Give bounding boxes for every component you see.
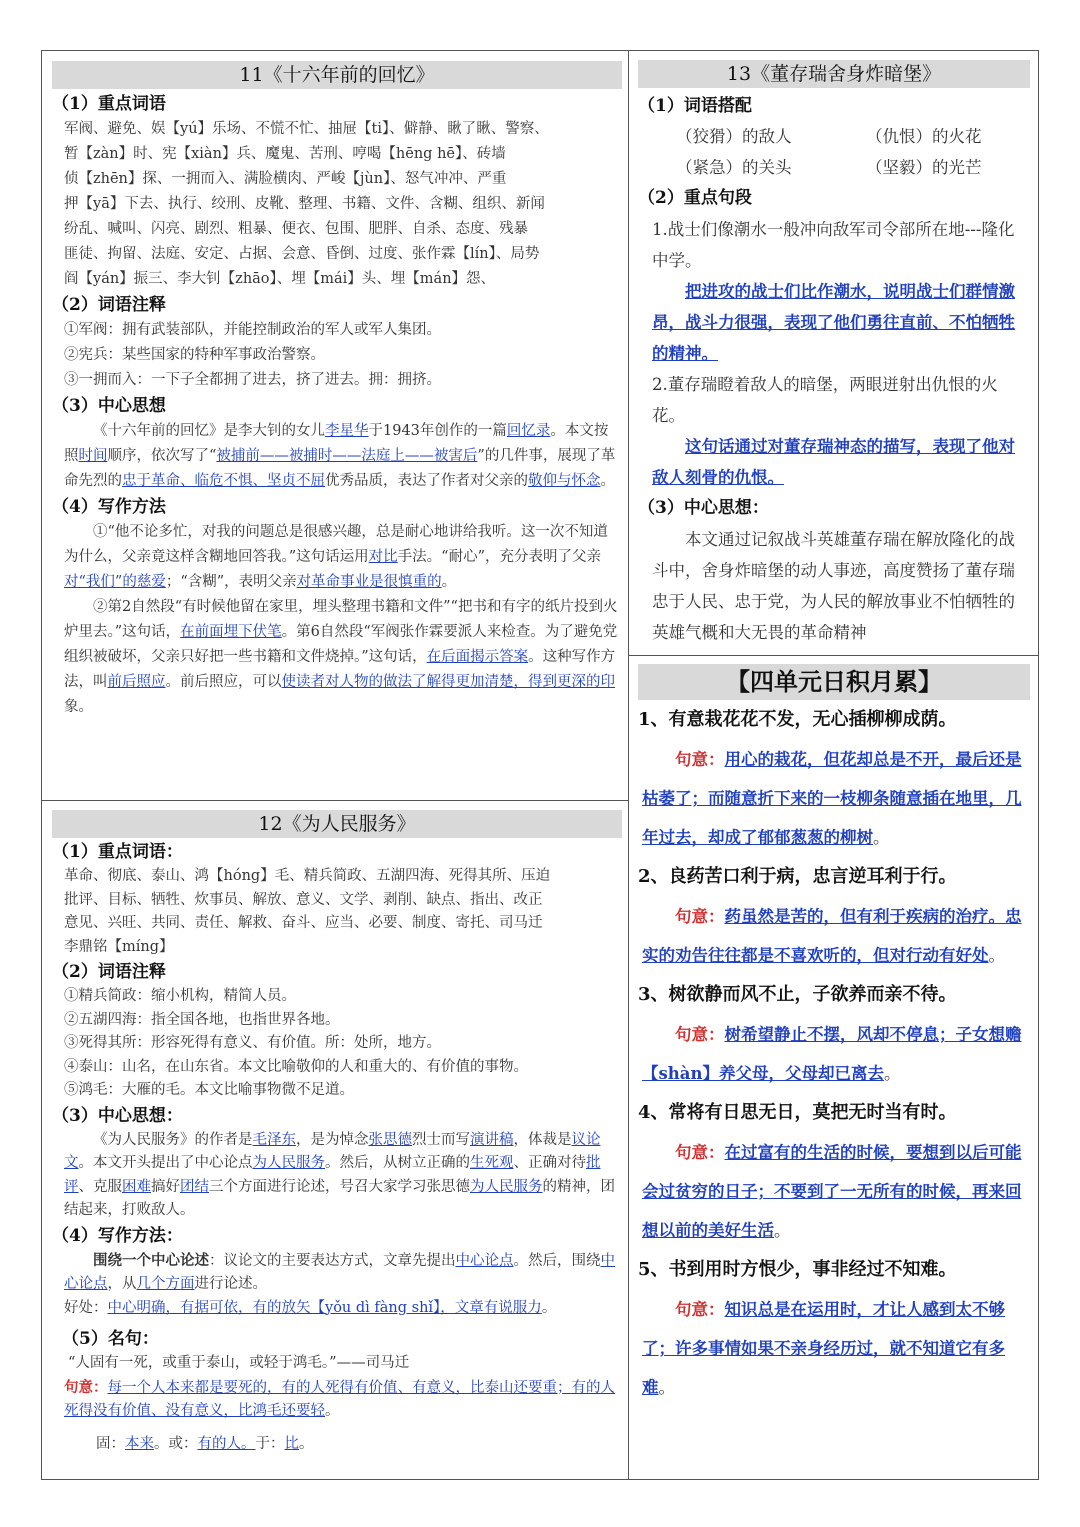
word-line: 纷乱、喊叫、闪亮、剧烈、粗暴、便衣、包围、肥胖、自杀、态度、残暴 (64, 221, 528, 237)
lesson-13-pairs-heading: （1）词语搭配 (638, 96, 752, 116)
lesson-11-notes (52, 318, 622, 393)
lesson-11-writing-1: ①“他不论多忙，对我的问题总是很感兴趣，总是耐心地讲给我听。这一次不知道为什么，父亲竟这样含糊地回答我。”这句话运用对比手法。“耐心”，充分表明了父亲对“我们”的慈爱；“含糊”，表明父亲对革命事业是很慎重的。 (64, 524, 608, 590)
proverb-meaning: 句意：药虽然是苦的，但有利于疾病的治疗。忠实的劝告往往都是不喜欢听的，但对行动有好处。 (642, 907, 1022, 965)
proverb-meaning: 句意：知识总是在运用时，才让人感到太不够了；许多事情如果不亲身经历过，就不知道它有多难。 (642, 1300, 1005, 1397)
lesson-13-center-heading: （3）中心思想： (638, 498, 769, 518)
lesson-11-key-words-heading: （1）重点词语 (52, 94, 166, 114)
proverb: 3、树欲静而风不止，子欲养而亲不待。 (638, 984, 957, 1005)
lesson-12-writing-text: 围绕一个中心论述：议论文的主要表达方式，文章先提出中心论点。然后，围绕中心论点，从几个方面进行论述。 (64, 1251, 615, 1292)
lesson-12-quote-heading: （5）名句： (62, 1329, 159, 1349)
lesson-12-quote: “人固有一死，或重于泰山，或轻于鸿毛。”——司马迁 (68, 1355, 410, 1371)
unit-4-title: 【四单元日积月累】 (638, 664, 1030, 700)
lesson-11-notes-heading: （2）词语注释 (52, 295, 166, 315)
section-divider-right (628, 655, 1039, 656)
note-line: ②宪兵：某些国家的特种军事政治警察。 (64, 347, 325, 363)
note-line: ①军阀：拥有武装部队，并能控制政治的军人或军人集团。 (64, 322, 441, 338)
lesson-11-key-words (52, 117, 622, 292)
lesson-13-center-text: 本文通过记叙战斗英雄董存瑞在解放隆化的战斗中，舍身炸暗堡的动人事迹，高度赞扬了董存瑞忠于人民、忠于党，为人民的解放事业不怕牺牲的英雄气概和大无畏的革命精神 (652, 530, 1015, 642)
lesson-12-writing-heading: （4）写作方法： (52, 1225, 183, 1246)
proverb-meaning: 句意：在过富有的生活的时候，要想到以后可能会过贫穷的日子；不要到了一无所有的时候，再来回想以前的美好生活。 (642, 1143, 1022, 1240)
word-line: 暂【zàn】时、宪【xiàn】兵、魔鬼、苦刑、哼喝【hēng hē】、砖墙 (64, 146, 506, 162)
lesson-11-section (52, 61, 622, 720)
word-line: 革命、彻底、泰山、鸿【hóng】毛、精兵简政、五湖四海、死得其所、压迫 (64, 868, 551, 884)
proverb: 5、书到用时方恨少，事非经过不知难。 (638, 1259, 957, 1280)
proverb: 1、有意栽花花不发，无心插柳柳成荫。 (638, 709, 957, 730)
word-line: 押【yā】下去、执行、绞刑、皮靴、整理、书籍、文件、含糊、组织、新闻 (64, 196, 545, 212)
proverb-meaning: 句意：树希望静止不摆，风却不停息；子女想赡【shàn】养父母，父母却已离去。 (642, 1025, 1022, 1083)
lesson-12-notes (52, 985, 622, 1103)
note-line: ④泰山：山名，在山东省。本文比喻敬仰的人和重大的、有价值的事物。 (64, 1058, 528, 1075)
section-divider-left (41, 800, 629, 801)
lesson-12-center-heading: （3）中心思想： (52, 1105, 183, 1126)
lesson-11-writing-2: ②第2自然段“有时候他留在家里，埋头整理书籍和文件”“把书和有字的纸片投到火炉里去。”这句话，在前面埋下伏笔。第6自然段“军阀张作霖要派人来检查。为了避免党组织被破坏，父亲只好把一些书籍和文件烧掉。”这句话，在后面揭示答案。这种写作方法，叫前后照应。前后照应，可以使读者对人物的做法了解得更加清楚，得到更深的印象。 (64, 599, 618, 715)
word-line: 军阀、避免、娱【yú】乐场、不慌不忙、抽屉【ti】、僻静、瞅了瞅、警察、 (64, 121, 549, 137)
lesson-12-section (52, 810, 622, 1457)
lesson-13-sentence-2: 2.董存瑞瞪着敌人的暗堡，两眼迸射出仇恨的火花。 (652, 375, 998, 425)
word-line: 李鼎铭【míng】 (64, 938, 174, 955)
lesson-12-key-words (52, 865, 622, 959)
lesson-13-word-pairs (638, 121, 1030, 183)
word-line: 意见、兴旺、共同、责任、解救、奋斗、应当、必要、制度、寄托、司马迁 (64, 915, 543, 931)
lesson-12-word-gloss: 固：本来。或：有的人。于：比。 (96, 1435, 314, 1452)
lesson-12-title: 12《为人民服务》 (52, 810, 622, 838)
lesson-13-sentence-2-analysis: 这句话通过对董存瑞神态的描写，表现了他对敌人刻骨的仇恨。 (652, 437, 1015, 487)
lesson-12-notes-heading: （2）词语注释 (52, 962, 166, 982)
lesson-11-writing-heading: （4）写作方法 (52, 497, 166, 517)
lesson-13-sentence-1-analysis: 把进攻的战士们比作潮水，说明战士们群情激昂，战斗力很强，表现了他们勇往直前、不怕牺牲的精神。 (652, 282, 1015, 363)
lesson-13-section (638, 60, 1030, 648)
column-divider (628, 50, 629, 1480)
unit-4-accumulation-section (638, 664, 1030, 1407)
word-line: 批评、目标、牺牲、炊事员、解放、意义、文学、剥削、缺点、指出、改正 (64, 891, 543, 908)
word-line: 匪徒、拘留、法庭、安定、占据、会意、昏倒、过度、张作霖【lín】、局势 (64, 246, 540, 262)
lesson-13-title: 13《董存瑞舍身炸暗堡》 (638, 60, 1030, 88)
note-line: ③一拥而入：一下子全都拥了进去，挤了进去。拥：拥挤。 (64, 372, 441, 388)
note-line: ⑤鸿毛：大雁的毛。本文比喻事物微不足道。 (64, 1082, 354, 1098)
note-line: ①精兵简政：缩小机构，精简人员。 (64, 988, 296, 1004)
proverb: 2、良药苦口利于病，忠言逆耳利于行。 (638, 866, 957, 887)
lesson-12-quote-meaning: 句意：每一个人本来都是要死的，有的人死得有价值、有意义，比泰山还要重；有的人死得没有价值、没有意义，比鸿毛还要轻。 (64, 1378, 615, 1419)
note-line: ③死得其所：形容死得有意义、有价值。所：处所，地方。 (64, 1035, 441, 1051)
word-line: 侦【zhēn】探、一拥而入、满脸横肉、严峻【jùn】、怒气冲冲、严重 (64, 171, 507, 187)
lesson-13-sentences-heading: （2）重点句段 (638, 188, 752, 208)
word-pair: （坚毅）的光芒 (866, 158, 982, 177)
word-pair: （仇恨）的火花 (866, 127, 982, 146)
proverb: 4、常将有日思无日，莫把无时当有时。 (638, 1102, 957, 1123)
lesson-12-benefit: 好处：中心明确，有据可依，有的放矢【yǒu dì fàng shǐ】，文章有说服力。 (64, 1299, 557, 1316)
word-pair: （狡猾）的敌人 (676, 127, 792, 146)
lesson-11-title: 11《十六年前的回忆》 (52, 61, 622, 89)
lesson-11-center-heading: （3）中心思想 (52, 396, 166, 416)
lesson-11-center-text: 《十六年前的回忆》是李大钊的女儿李星华于1943年创作的一篇回忆录。本文按照时间顺序，依次写了“被捕前——被捕时——法庭上——被害后”的几件事，展现了革命先烈的忠于革命、临危不惧、坚贞不屈优秀品质，表达了作者对父亲的敬仰与怀念。 (64, 423, 616, 489)
lesson-13-sentence-1: 1.战士们像潮水一般冲向敌军司令部所在地---隆化中学。 (652, 220, 1015, 270)
note-line: ②五湖四海：指全国各地，也指世界各地。 (64, 1011, 340, 1028)
lesson-12-key-words-heading: （1）重点词语： (52, 842, 183, 862)
word-line: 阎【yán】振三、李大钊【zhāo】、埋【mái】头、埋【mán】怨、 (64, 271, 496, 287)
proverb-meaning: 句意：用心的栽花，但花却总是不开，最后还是枯萎了；而随意折下来的一枝柳条随意插在地里，几年过去，却成了郁郁葱葱的柳树。 (642, 750, 1022, 847)
lesson-12-center-text: 《为人民服务》的作者是毛泽东，是为悼念张思德烈士而写演讲稿，体裁是议论文。本文开头提出了中心论点为人民服务。然后，从树立正确的生死观、正确对待批评、克服困难搞好团结三个方面进行论述，号召大家学习张思德为人民服务的精神，团结起来，打败敌人。 (64, 1131, 615, 1218)
word-pair: （紧急）的关头 (676, 158, 792, 177)
